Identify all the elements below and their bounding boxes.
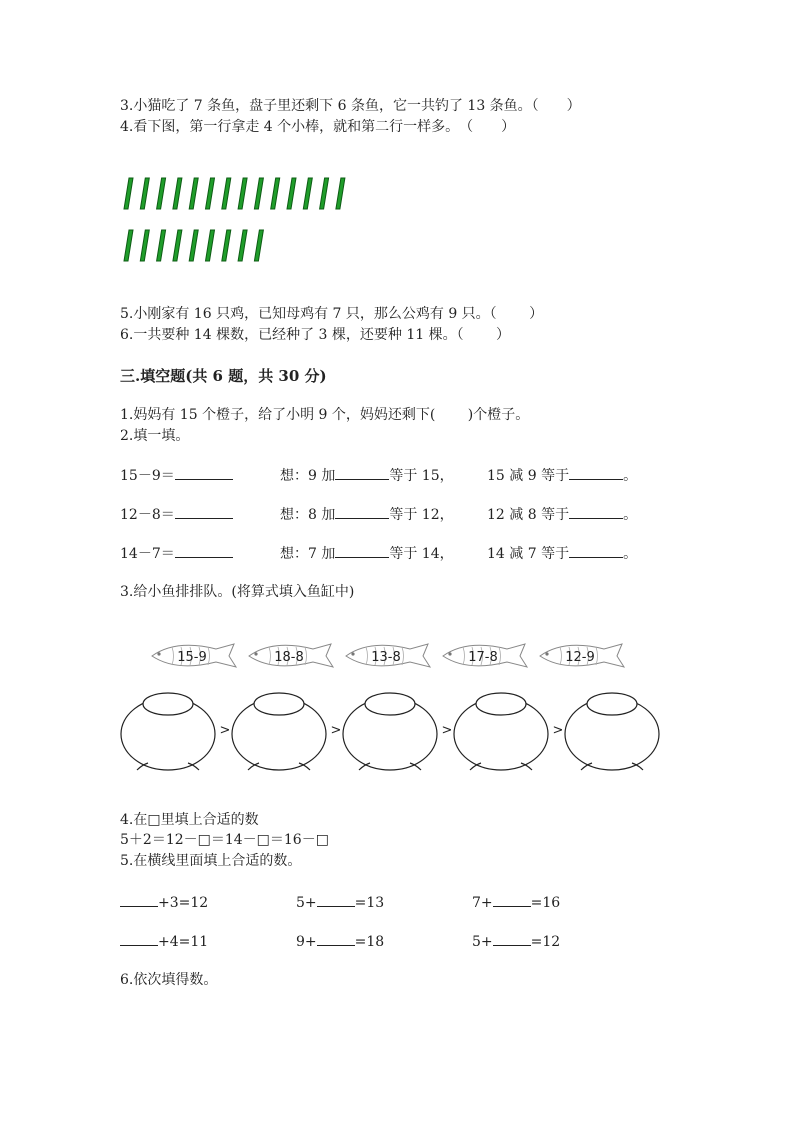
fill-row-3 [120,543,638,563]
answer-blank[interactable] [493,892,531,907]
equation: 15－9＝ [120,468,175,484]
think-prefix: 想：8 加 [280,507,336,523]
fill-question-5: 5.在横线里面填上合适的数。 [120,853,302,869]
subtract-prefix: 14 减 7 等于 [487,546,570,562]
fish [152,644,236,667]
fill-question-6: 6.依次填得数。 [120,972,218,988]
subtract-prefix: 15 减 9 等于 [487,468,570,484]
section-heading: 三.填空题(共 6 题，共 30 分) [120,367,327,385]
fish-bowl[interactable] [565,693,659,770]
fish-label: 17-8 [468,650,498,665]
fish [443,644,527,667]
stick-row2 [222,230,231,261]
equation-tail: =18 [354,934,385,950]
stick-row2 [157,230,166,261]
blank-row-1 [120,892,561,912]
answer-blank[interactable] [120,931,158,946]
judge-question-3: 3.小猫吃了 7 条鱼，盘子里还剩下 6 条鱼，它一共钓了 13 条鱼。（ ） [120,98,581,114]
answer-blank[interactable] [335,504,389,519]
fill-question-1: 1.妈妈有 15 个橙子，给了小明 9 个，妈妈还剩下( )个橙子。 [120,407,530,423]
fish [249,644,333,667]
judge-question-4: 4.看下图，第一行拿走 4 个小棒，就和第二行一样多。 （ ） [120,119,516,135]
stick-row2 [124,230,133,261]
stick-row1 [238,178,247,209]
think-prefix: 想：9 加 [280,468,336,484]
greater-than-sign: > [219,723,231,738]
answer-blank[interactable] [175,543,233,558]
blank-row-2 [120,931,561,951]
fill-row-1 [120,465,638,485]
subtract-suffix: 。 [623,468,638,484]
fish-label: 13-8 [371,650,401,665]
equation-head: 7+ [472,895,493,911]
equation: 14－7＝ [120,546,175,562]
equation-tail: =16 [530,895,561,911]
subtract-suffix: 。 [623,546,638,562]
judge-question-6: 6.一共要种 14 棵数，已经种了 3 棵，还要种 11 棵。（ ） [120,327,511,343]
equation-head: 9+ [296,934,317,950]
answer-blank[interactable] [493,931,531,946]
box-equation: 5＋2＝12－□＝14－□＝16－□ [120,832,329,848]
greater-than-sign: > [552,723,564,738]
fish [346,644,430,667]
think-prefix: 想：7 加 [280,546,336,562]
stick-row2 [140,230,149,261]
greater-than-sign: > [441,723,453,738]
stick-row1 [124,178,133,209]
equation-tail: =13 [354,895,385,911]
stick-row1 [140,178,149,209]
answer-blank[interactable] [569,504,623,519]
fill-question-3: 3.给小鱼排排队。(将算式填入鱼缸中) [120,584,355,600]
stick-row1 [254,178,263,209]
stick-row2 [238,230,247,261]
fish-bowl[interactable] [121,693,215,770]
judge-question-5: 5.小刚家有 16 只鸡，已知母鸡有 7 只，那么公鸡有 9 只。（ ） [120,306,544,322]
answer-blank[interactable] [175,504,233,519]
stick-row1 [303,178,312,209]
answer-blank[interactable] [335,543,389,558]
fish-bowl[interactable] [232,693,326,770]
fill-question-2: 2.填一填。 [120,428,190,444]
think-suffix: 等于 15， [389,468,454,484]
answer-blank[interactable] [317,931,355,946]
stick-row1 [320,178,329,209]
equation-tail: +4=11 [158,934,209,950]
stick-row2 [173,230,182,261]
fill-row-2 [120,504,638,524]
greater-than-sign: > [330,723,342,738]
stick-row1 [157,178,166,209]
fish-label: 15-9 [177,650,207,665]
subtract-prefix: 12 减 8 等于 [487,507,570,523]
fish-label: 18-8 [274,650,304,665]
answer-blank[interactable] [569,465,623,480]
stick-row1 [287,178,296,209]
equation: 12－8＝ [120,507,175,523]
equation-head: 5+ [296,895,317,911]
stick-row2 [189,230,198,261]
stick-row1 [206,178,215,209]
answer-blank[interactable] [317,892,355,907]
equation-tail: =12 [530,934,561,950]
subtract-suffix: 。 [623,507,638,523]
stick-row1 [271,178,280,209]
stick-row1 [189,178,198,209]
fish-label: 12-9 [565,650,595,665]
think-suffix: 等于 14， [389,546,454,562]
think-suffix: 等于 12， [389,507,454,523]
equation-tail: +3=12 [158,895,209,911]
answer-blank[interactable] [335,465,389,480]
fish-bowl[interactable] [343,693,437,770]
fill-question-4: 4.在□里填上合适的数 [120,812,259,828]
stick-row1 [336,178,345,209]
fish-bowl[interactable] [454,693,548,770]
answer-blank[interactable] [569,543,623,558]
fish [540,644,624,667]
stick-row2 [206,230,215,261]
stick-row2 [254,230,263,261]
equation-head: 5+ [472,934,493,950]
answer-blank[interactable] [120,892,158,907]
stick-row1 [222,178,231,209]
answer-blank[interactable] [175,465,233,480]
stick-row1 [173,178,182,209]
